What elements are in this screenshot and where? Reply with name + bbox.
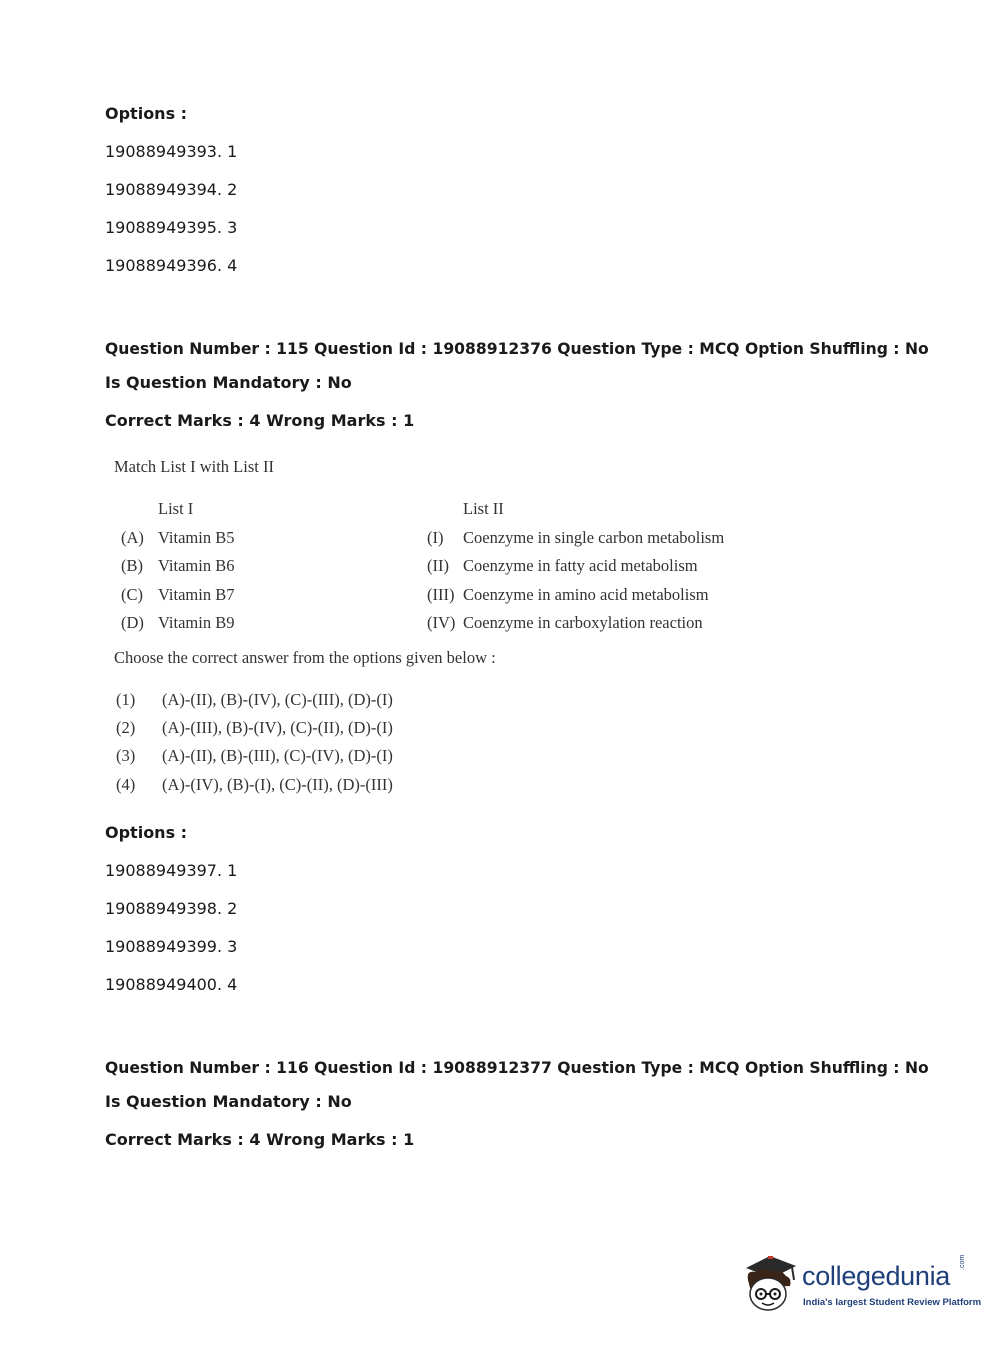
- answer-number: (4): [116, 775, 136, 794]
- list2-key: (IV): [427, 613, 456, 632]
- list1-value: Vitamin B6: [158, 556, 235, 575]
- list1-title: List I: [158, 499, 194, 518]
- option-item: 19088949394. 2: [105, 180, 238, 199]
- graduate-mascot-icon: [740, 1250, 800, 1316]
- option-item: 19088949398. 2: [105, 899, 238, 918]
- question-marks: Correct Marks : 4 Wrong Marks : 1: [105, 1130, 415, 1149]
- answer-number: (2): [116, 718, 136, 737]
- list1-key: (A): [121, 528, 144, 547]
- list1-value: Vitamin B5: [158, 528, 235, 547]
- logo-tagline: India's largest Student Review Platform: [803, 1297, 982, 1308]
- option-item: 19088949400. 4: [105, 975, 238, 994]
- option-item: 19088949399. 3: [105, 937, 238, 956]
- choose-instruction: Choose the correct answer from the options given below :: [114, 648, 496, 667]
- list2-value: Coenzyme in single carbon metabolism: [463, 528, 725, 547]
- list1-key: (D): [121, 613, 144, 632]
- question-mandatory: Is Question Mandatory : No: [105, 1092, 352, 1111]
- options-label: Options :: [105, 823, 188, 842]
- list2-value: Coenzyme in carboxylation reaction: [463, 613, 703, 632]
- list2-value: Coenzyme in amino acid metabolism: [463, 585, 709, 604]
- answer-text: (A)-(IV), (B)-(I), (C)-(II), (D)-(III): [162, 775, 393, 794]
- question-header: Question Number : 115 Question Id : 19088912376 Question Type : MCQ Option Shuffling : No: [105, 340, 929, 358]
- option-item: 19088949396. 4: [105, 256, 238, 275]
- list2-key: (II): [427, 556, 449, 575]
- list1-value: Vitamin B9: [158, 613, 235, 632]
- logo-suffix: .com: [959, 1254, 966, 1270]
- list2-title: List II: [463, 499, 504, 518]
- list1-key: (B): [121, 556, 143, 575]
- logo-name: collegedunia: [802, 1261, 951, 1291]
- question-marks: Correct Marks : 4 Wrong Marks : 1: [105, 411, 415, 430]
- question-prompt: Match List I with List II: [114, 457, 274, 476]
- options-label: Options :: [105, 104, 188, 123]
- answer-text: (A)-(II), (B)-(IV), (C)-(III), (D)-(I): [162, 690, 393, 709]
- answer-number: (1): [116, 690, 136, 709]
- answer-number: (3): [116, 746, 136, 765]
- question-header: Question Number : 116 Question Id : 19088912377 Question Type : MCQ Option Shuffling : No: [105, 1059, 929, 1077]
- option-item: 19088949397. 1: [105, 861, 238, 880]
- list2-key: (III): [427, 585, 455, 604]
- list2-key: (I): [427, 528, 444, 547]
- answer-text: (A)-(III), (B)-(IV), (C)-(II), (D)-(I): [162, 718, 393, 737]
- option-item: 19088949393. 1: [105, 142, 238, 161]
- list1-value: Vitamin B7: [158, 585, 235, 604]
- answer-text: (A)-(II), (B)-(III), (C)-(IV), (D)-(I): [162, 746, 393, 765]
- collegedunia-logo[interactable]: [740, 1250, 982, 1320]
- list1-key: (C): [121, 585, 143, 604]
- option-item: 19088949395. 3: [105, 218, 238, 237]
- list2-value: Coenzyme in fatty acid metabolism: [463, 556, 698, 575]
- question-mandatory: Is Question Mandatory : No: [105, 373, 352, 392]
